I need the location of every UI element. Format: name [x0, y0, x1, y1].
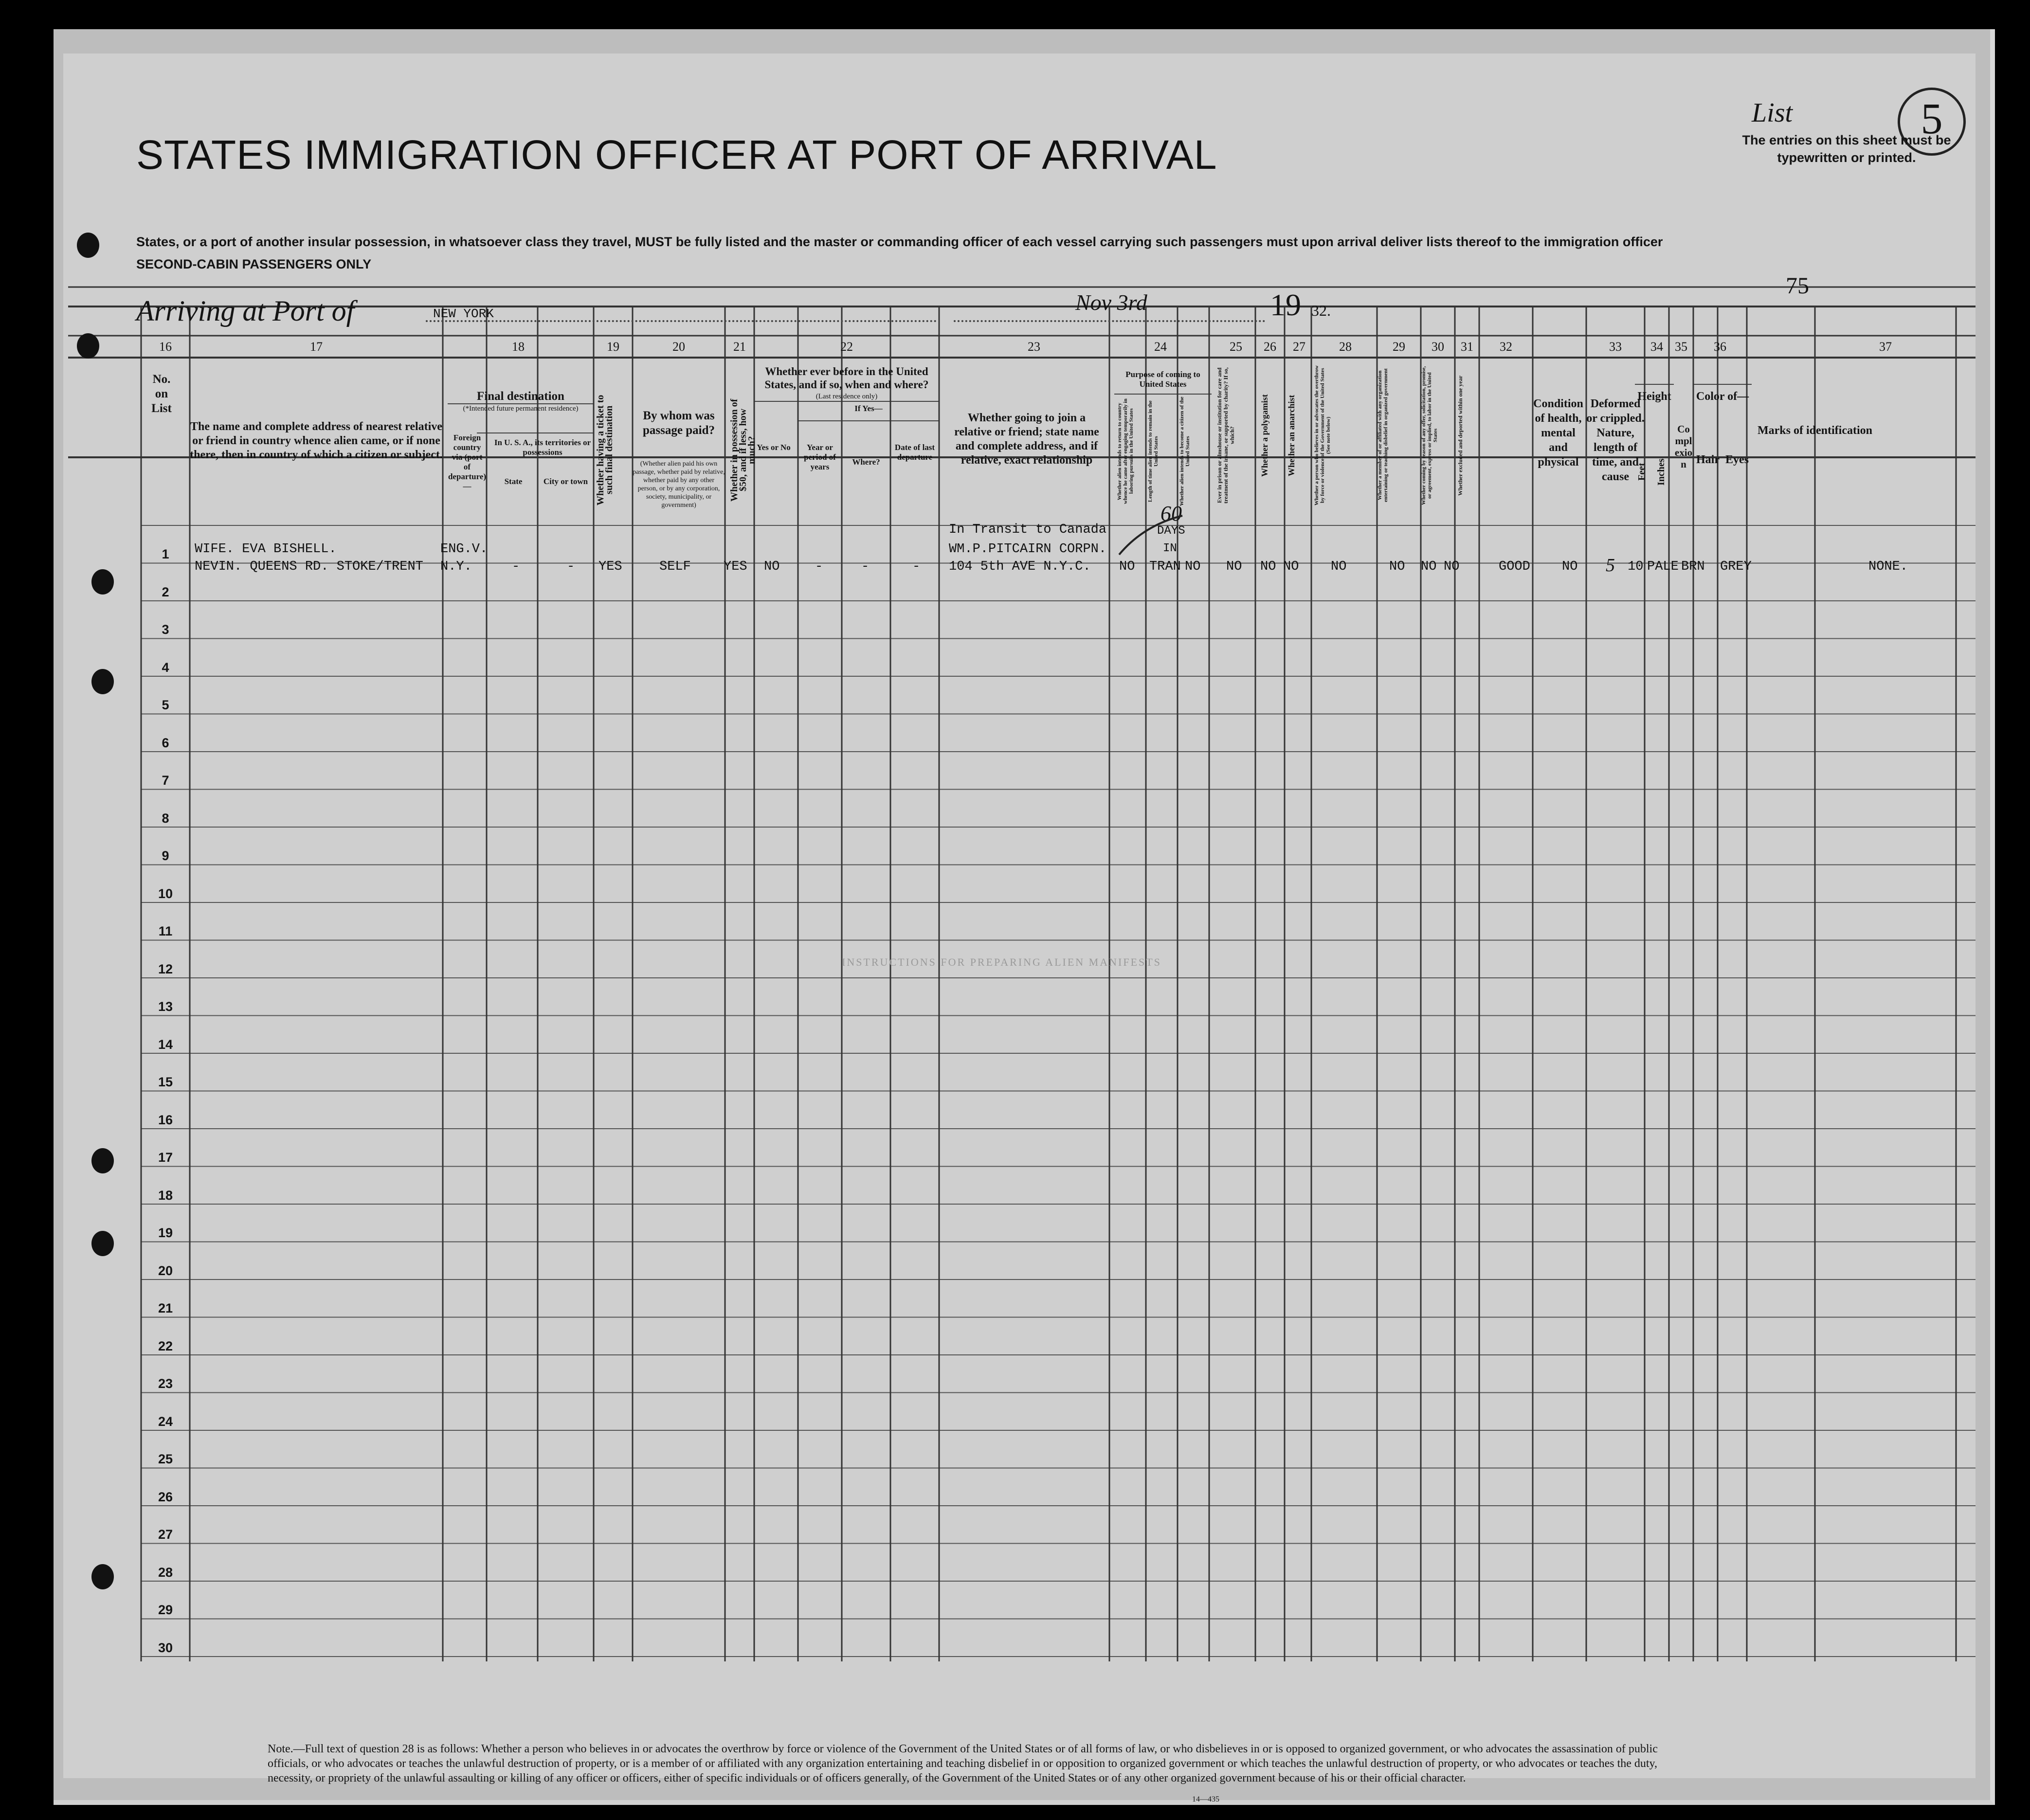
header-color-of: Color of—	[1696, 390, 1749, 403]
column-number: 21	[733, 340, 746, 354]
header-relative-address: The name and complete address of nearest relative or friend in country whence alien came, or if none there, then in country of which a citizen or subject.	[190, 420, 443, 461]
column-number: 20	[672, 340, 685, 354]
date-dotted-line	[954, 320, 1265, 322]
header-hair: Hair	[1696, 453, 1720, 466]
punch-hole	[91, 569, 114, 595]
header-labor-offer: Whether coming by reason of any offer, solicitation, promise, or agreement, express or implied, to labor in the United States	[1421, 366, 1438, 505]
header-fifty-dollars: Whether in possession of $50, and if less, how much?	[729, 398, 757, 502]
column-number: 37	[1879, 340, 1892, 354]
typewritten-notice: The entries on this sheet must be typewritten or printed.	[1742, 133, 1951, 165]
years-value: -	[815, 559, 823, 574]
column-number: 18	[512, 340, 525, 354]
form-number: 14—435	[1192, 1795, 1219, 1803]
column-number: 29	[1393, 340, 1405, 354]
row-number: 11	[158, 924, 173, 938]
row-number: 26	[158, 1489, 173, 1504]
cabin-class: SECOND-CABIN PASSENGERS ONLY	[136, 257, 372, 271]
column-number: 34	[1650, 340, 1663, 354]
header-where: Where?	[852, 457, 880, 467]
date-departure-value: -	[912, 559, 921, 574]
punch-hole	[77, 333, 99, 359]
row-number: 30	[158, 1640, 173, 1655]
header-complexion: Complexion	[1674, 423, 1693, 470]
column-number: 26	[1264, 340, 1276, 354]
header-ticket: Whether having a ticket to such final destination	[595, 395, 615, 505]
column-number: 19	[607, 340, 619, 354]
row-number: 21	[158, 1301, 173, 1315]
before-in-us-value: NO	[764, 559, 780, 574]
row-number: 27	[158, 1527, 173, 1542]
header-joining-relative: Whether going to join a relative or friend; state name and complete address, and if relative, exact relationship	[954, 412, 1099, 467]
passage-paid-value: SELF	[659, 559, 691, 574]
column-number: 25	[1230, 340, 1242, 354]
port-value: NEW YORK	[433, 306, 494, 321]
polygamist-value: NO	[1260, 559, 1276, 574]
row-number: 5	[162, 698, 169, 712]
length-stay-line-3: TRAN	[1149, 559, 1181, 574]
header-deformed: Deformed or crippled. Nature, length of time, and cause	[1586, 397, 1645, 483]
fifty-dollars-value: YES	[724, 559, 747, 574]
height-inches-value: 10	[1628, 559, 1644, 574]
date-handwritten: Nov 3rd	[1075, 290, 1147, 315]
header-inches: Inches	[1656, 458, 1667, 486]
anarchist-value: NO	[1283, 559, 1299, 574]
relative-line-1: WIFE. EVA BISHELL.	[195, 542, 337, 557]
header-eyes: Eyes	[1725, 453, 1749, 466]
where-value: -	[861, 559, 870, 574]
deformed-value: NO	[1562, 559, 1578, 574]
header-organization: Whether a member of or affiliated with any organization entertaining or teaching disbelief in organized government	[1377, 368, 1389, 503]
column-number: 22	[840, 340, 853, 354]
header-before-in-us: Whether ever before in the United States, and if so, when and where?	[764, 365, 929, 391]
list-number-handwritten: 5	[1898, 88, 1966, 156]
height-feet-value: 5	[1606, 555, 1615, 576]
header-citizen: Whether alien intends to become a citizen of the United States	[1179, 396, 1191, 506]
return-country-value: NO	[1119, 559, 1135, 574]
row-number: 2	[162, 584, 169, 599]
overthrow-value: NO	[1331, 559, 1347, 574]
foreign-country-value: ENG.V.	[440, 542, 488, 557]
year-suffix: 32.	[1311, 302, 1331, 319]
health-value: GOOD	[1499, 559, 1530, 574]
joining-line-1: WM.P.PITCAIRN CORPN.	[949, 542, 1107, 557]
header-no-on-list: No. on List	[151, 373, 172, 415]
header-final-destination-note: (*Intended future permanent residence)	[463, 405, 579, 413]
row-number: 1	[162, 547, 169, 561]
excluded-value: NO	[1444, 559, 1460, 574]
punch-hole	[91, 1231, 114, 1256]
header-length-stay: Length of time alien intends to remain in the United States	[1147, 400, 1159, 502]
punch-hole	[77, 233, 99, 258]
year-prefix: 19	[1270, 288, 1301, 322]
list-label: List	[1752, 98, 1793, 128]
manifest-sheet	[63, 54, 1976, 1803]
length-stay-line-1: DAYS	[1157, 524, 1185, 538]
port-dotted-line	[426, 320, 937, 322]
row-number: 7	[162, 773, 169, 788]
row-number: 14	[158, 1037, 173, 1052]
row-number: 17	[158, 1150, 173, 1165]
row-number: 15	[158, 1075, 173, 1089]
row-number: 8	[162, 811, 169, 826]
row-number: 20	[158, 1263, 173, 1278]
row-number: 9	[162, 848, 169, 863]
column-number: 30	[1432, 340, 1444, 354]
row-number: 6	[162, 735, 169, 750]
header-date-departure: Date of last departure	[894, 443, 935, 462]
bleed-through-heading: INSTRUCTIONS FOR PREPARING ALIEN MANIFESTS	[842, 956, 1161, 968]
row-number: 25	[158, 1452, 173, 1466]
header-prison: Ever in prison or almshouse or institution for care and treatment of the insane, or supported by charity? If so, which?	[1216, 367, 1235, 504]
row-number: 19	[158, 1225, 173, 1240]
organization-value: NO	[1389, 559, 1405, 574]
prison-value: NO	[1226, 559, 1242, 574]
row-number: 23	[158, 1376, 173, 1391]
page-code: 75	[1786, 273, 1809, 299]
header-excluded: Whether excluded and deported within one year	[1457, 375, 1464, 496]
row-number: 4	[162, 660, 169, 675]
row-number: 24	[158, 1414, 173, 1429]
punch-hole	[91, 1148, 114, 1173]
city-value: -	[567, 559, 575, 574]
column-number: 32	[1500, 340, 1512, 354]
header-before-note: (Last residence only)	[816, 393, 878, 400]
complexion-value: PALE	[1647, 559, 1679, 574]
row-number: 12	[158, 961, 173, 976]
column-number: 16	[159, 340, 172, 354]
page-title: STATES IMMIGRATION OFFICER AT PORT OF ARRIVAL	[136, 132, 1217, 178]
column-number: 31	[1461, 340, 1473, 354]
header-overthrow: Whether a person who believes in or advocates the overthrow by force or violence of the Government of the United States (See note below)	[1314, 365, 1331, 506]
header-marks: Marks of identification	[1758, 424, 1872, 437]
length-stay-line-2: IN	[1163, 542, 1177, 555]
header-years: Year or period of years	[804, 443, 836, 471]
header-city: City or town	[543, 477, 588, 486]
header-anarchist: Whether an anarchist	[1287, 395, 1296, 476]
header-return-country: Whether alien intends to return to country whence he came after engaging temporarily in laboring pursuits in the United States	[1117, 398, 1134, 504]
row-number: 29	[158, 1603, 173, 1617]
header-if-yes: If Yes—	[854, 404, 883, 413]
transit-note: In Transit to Canada	[949, 523, 1107, 537]
length-stay-handwritten: 60	[1160, 502, 1182, 525]
column-number: 23	[1028, 340, 1040, 354]
column-number: 35	[1675, 340, 1687, 354]
header-yes-no: Yes or No	[757, 443, 791, 452]
row-number: 13	[158, 999, 173, 1014]
header-passage-note: (Whether alien paid his own passage, whether paid by relative, whether paid by any other person, or by any corporation, society, municipality, or government)	[633, 460, 725, 509]
column-number: 27	[1293, 340, 1305, 354]
column-number: 33	[1609, 340, 1622, 354]
punch-hole	[91, 1564, 114, 1589]
column-number: 24	[1154, 340, 1167, 354]
row-number: 16	[158, 1112, 173, 1127]
header-purpose: Purpose of coming to United States	[1125, 370, 1200, 389]
hair-value: BRN	[1681, 559, 1705, 574]
labor-offer-value: NO	[1421, 559, 1437, 574]
ticket-value: YES	[598, 559, 622, 574]
state-value: -	[512, 559, 520, 574]
header-passage-paid: By whom was passage paid?	[643, 409, 715, 437]
joining-line-2: 104 5th AVE N.Y.C.	[949, 559, 1091, 574]
relative-line-2: NEVIN. QUEENS RD. STOKE/TRENT	[195, 559, 423, 574]
citizen-value: NO	[1185, 559, 1201, 574]
header-usa: In U. S. A., its territories or possessions	[494, 438, 591, 457]
row-number: 18	[158, 1188, 173, 1203]
arriving-label: Arriving at Port of	[136, 295, 355, 327]
page-subtitle: States, or a port of another insular possession, in whatsoever class they travel, MUST be fully listed and the master or commanding officer of each vessel carrying such passengers must upon arrival deliver lists thereof to the immigration officer	[136, 234, 1663, 249]
eyes-value: GREY	[1720, 559, 1752, 574]
row-number: 22	[158, 1338, 173, 1353]
header-health: Condition of health, mental and physical	[1533, 397, 1583, 469]
header-state: State	[504, 477, 523, 486]
header-polygamist: Whether a polygamist	[1260, 394, 1269, 477]
header-feet: Feet	[1636, 463, 1647, 481]
punch-hole	[91, 669, 114, 694]
header-foreign-country: Foreign country via (port of departure)—	[448, 433, 487, 491]
header-height: Height	[1637, 390, 1671, 403]
row-number: 28	[158, 1565, 173, 1580]
row-number: 10	[158, 886, 173, 901]
footer-note: Note.—Full text of question 28 is as follows: Whether a person who believes in or advocates the overthrow by force or violence of the Government of the United States or of all forms of law, or who disbelieves in or is opposed to organized government, or who advocates the assassination of public officials, or who advocates or teaches the unlawful destruction of property, or is a member of or affiliated with any organization entertaining and teaching disbelief in or opposition to organized government or which teaches the unlawful destruction of property, or who advocates or teaches the duty, necessity, or propriety of the unlawful assaulting or killing of any officer or officers, either of specific individuals or of officers generally, of the Government of the United States or of any other organized government because of his or their official character.	[268, 1743, 1658, 1784]
column-number: 17	[310, 340, 323, 354]
column-number: 36	[1714, 340, 1726, 354]
header-final-destination: Final destination	[477, 390, 564, 403]
foreign-port-value: N.Y.	[440, 559, 472, 574]
column-number: 28	[1339, 340, 1352, 354]
marks-value: NONE.	[1868, 559, 1908, 574]
row-number: 3	[162, 622, 169, 637]
